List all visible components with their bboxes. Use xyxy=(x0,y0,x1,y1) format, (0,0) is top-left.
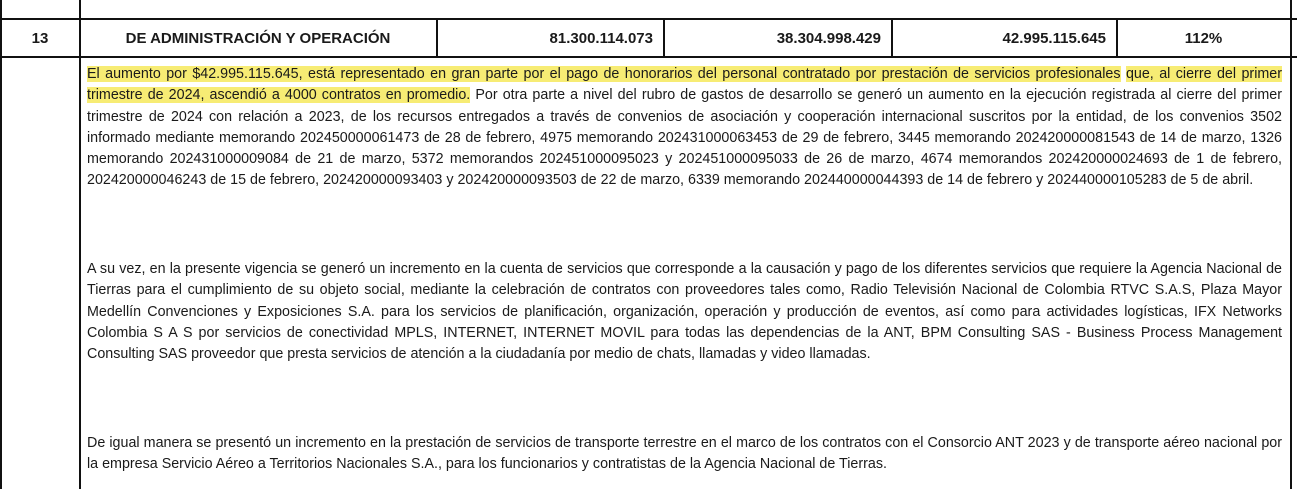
left-border xyxy=(0,0,2,489)
value-1-cell: 81.300.114.073 xyxy=(549,29,653,47)
paragraph-2 xyxy=(87,259,1282,365)
paragraph-3-text: De igual manera se presentó un incremento en la prestación de servicios de transporte terrestre en el marco de los contratos con el Consorcio ANT 2023 y de transporte aéreo nacional por la empresa Servicio Aéreo a Territorios Nacionales S.A., para los funcionarios y contratistas de la Agencia Nacional de Tierras. xyxy=(87,435,1282,473)
col-divider-1 xyxy=(79,0,81,489)
paragraph-1 xyxy=(87,64,1282,192)
paragraph-1-text: Por otra parte a nivel del rubro de gastos de desarrollo se generó un aumento en la ejecución registrada al cierre del primer trimestre de 2024 con relación a 2023, de los recursos entregados a través de convenios de asociación y cooperación internacional suscritos por la entidad, de los convenios 3502 informado mediante memorando 202450000061473 de 28 de febrero, 4975 memorando 202431000063453 de 29 de febrero, 3445 memorando 202420000081543 de 14 de marzo, 1326 memorando 202431000009084 de 21 de marzo, 5372 memorandos 202451000095023 y 202451000095033 de 26 de marzo, 4674 memorandos 202420000024693 de 1 de febrero, 202420000046243 de 15 de febrero, 202420000093403 y 202420000093503 de 22 de marzo, 6339 memorando 202440000044393 de 14 de febrero y 202440000105283 de 5 de abril. xyxy=(87,87,1282,189)
percent-cell: 112% xyxy=(1184,29,1223,47)
value-2-cell: 38.304.998.429 xyxy=(776,29,881,47)
row-number: 13 xyxy=(31,29,49,47)
right-border xyxy=(1290,0,1292,489)
row-bottom-border xyxy=(0,56,1297,58)
paragraph-2-text: A su vez, en la presente vigencia se generó un incremento en la cuenta de servicios que corresponde a la causación y pago de los diferentes servicios que requiere la Agencia Nacional de Tierras para el cumplimiento de su objeto social, mediante la celebración de contratos con proveedores tales como, Radio Televisión Nacional de Colombia RTVC S.A.S, Plaza Mayor Medellín Convenciones y Exposiciones S.A. para los servicios de planificación, organización, operación y producción de eventos, así como para actividades logísticas, IFX Networks Colombia S A S por servicios de conectividad MPLS, INTERNET, INTERNET MOVIL para todas las dependencias de la ANT, BPM Consulting SAS - Business Process Management Consulting SAS proveedor que presta servicios de atención a la ciudadanía por medio de chats, llamadas y video llamadas. xyxy=(87,261,1282,363)
paragraph-3 xyxy=(87,433,1282,476)
variation-cell: 42.995.115.645 xyxy=(1002,29,1106,47)
highlighted-text-2: que, al cierre del primer trimestre de 2024, ascendió a 4000 contratos en promedio. xyxy=(87,66,1282,104)
concept-cell: DE ADMINISTRACIÓN Y OPERACIÓN xyxy=(125,29,391,47)
highlighted-text-1: El aumento por $42.995.115.645, está representado en gran parte por el pago de honorarios del personal contratado por prestación de servicios profesionales xyxy=(87,66,1121,82)
